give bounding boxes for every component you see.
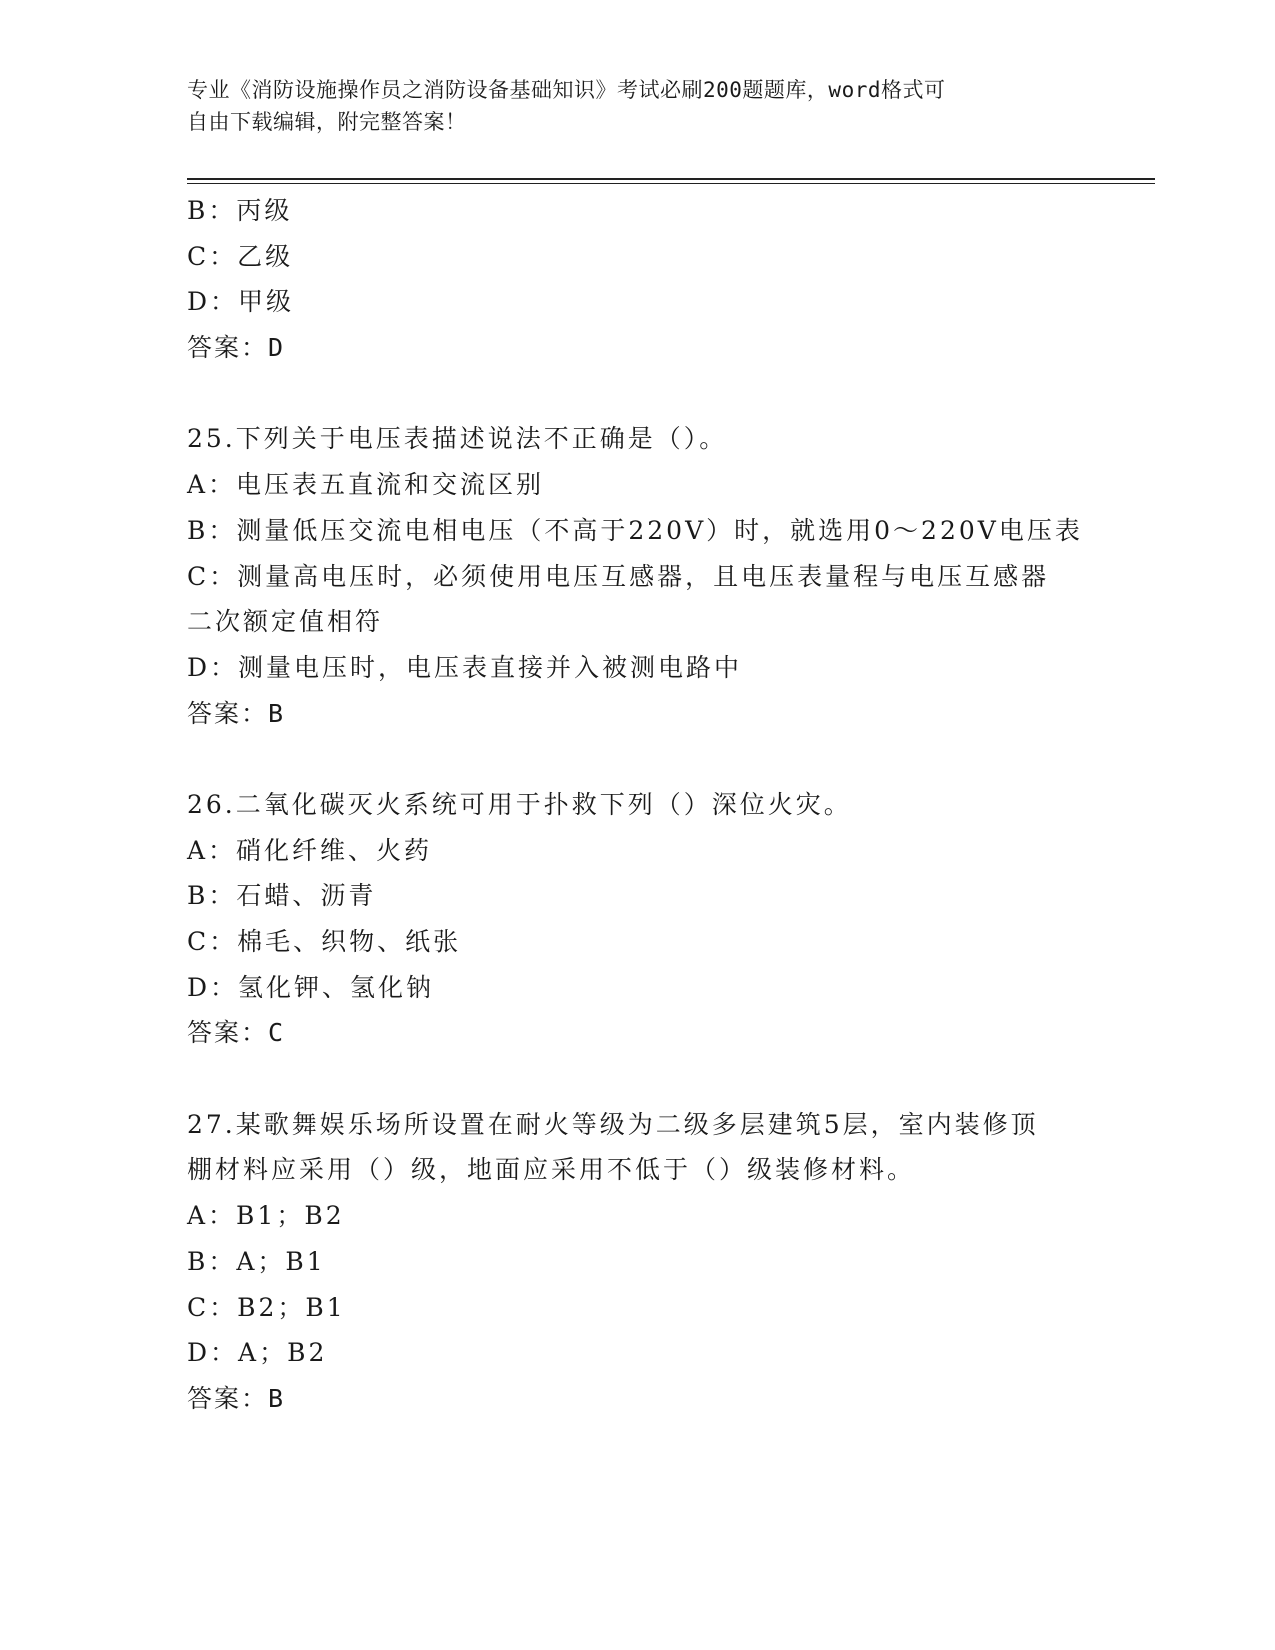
header-divider-thick — [187, 178, 1155, 180]
option-d: D：氢化钾、氢化钠 — [187, 972, 435, 1002]
answer-label: 答案： — [187, 333, 269, 363]
answer-value: D — [268, 333, 286, 363]
answer-label: 答案： — [187, 698, 269, 728]
option-c: C：乙级 — [187, 241, 294, 271]
option-a: A：电压表五直流和交流区别 — [187, 470, 545, 500]
answer-line — [187, 325, 1087, 371]
answer-value: B — [268, 698, 286, 728]
question-27 — [187, 1102, 1087, 1422]
answer-label: 答案： — [187, 1383, 269, 1413]
option-d: D：A；B2 — [187, 1338, 328, 1368]
spacer — [187, 736, 1087, 782]
option-b: B：A；B1 — [187, 1246, 326, 1276]
answer-value: C — [268, 1018, 286, 1048]
option-c: C：测量高电压时，必须使用电压互感器，且电压表量程与电压互感器 — [187, 561, 1050, 591]
option-b: B：测量低压交流电相电压（不高于220V）时，就选用0～220V电压表 — [187, 515, 1083, 545]
option-c-continued: 二次额定值相符 — [187, 607, 384, 637]
option-b: B：丙级 — [187, 196, 293, 225]
question-stem: 25.下列关于电压表描述说法不正确是（）。 — [187, 424, 728, 454]
answer-line — [187, 1376, 1087, 1422]
header-line-2: 自由下载编辑，附完整答案！ — [187, 110, 467, 134]
option-a: A：B1；B2 — [187, 1201, 345, 1231]
option-d: D：甲级 — [187, 287, 295, 317]
prev-question-block — [187, 188, 1087, 371]
option-c: C：棉毛、织物、纸张 — [187, 927, 462, 956]
option-d: D：测量电压时，电压表直接并入被测电路中 — [187, 652, 743, 682]
header-line-1: 专业《消防设施操作员之消防设备基础知识》考试必刷200题题库，word格式可 — [187, 78, 946, 102]
option-b: B：石蜡、沥青 — [187, 881, 377, 911]
answer-label: 答案： — [187, 1018, 269, 1048]
header-divider-thin — [187, 183, 1155, 184]
document-header — [187, 74, 1067, 138]
question-25 — [187, 416, 1087, 736]
answer-value: B — [268, 1383, 286, 1413]
question-26 — [187, 782, 1087, 1056]
answer-line — [187, 1010, 1087, 1056]
option-c: C：B2；B1 — [187, 1292, 346, 1322]
question-stem: 26.二氧化碳灭火系统可用于扑救下列（）深位火灾。 — [187, 789, 852, 819]
question-stem: 27.某歌舞娱乐场所设置在耐火等级为二级多层建筑5层，室内装修顶 — [187, 1109, 1039, 1139]
option-a: A：硝化纤维、火药 — [187, 835, 433, 865]
spacer — [187, 371, 1087, 417]
question-stem-continued: 棚材料应采用（）级，地面应采用不低于（）级装修材料。 — [187, 1155, 916, 1185]
spacer — [187, 1056, 1087, 1102]
answer-line — [187, 691, 1087, 737]
question-body — [187, 188, 1087, 1422]
